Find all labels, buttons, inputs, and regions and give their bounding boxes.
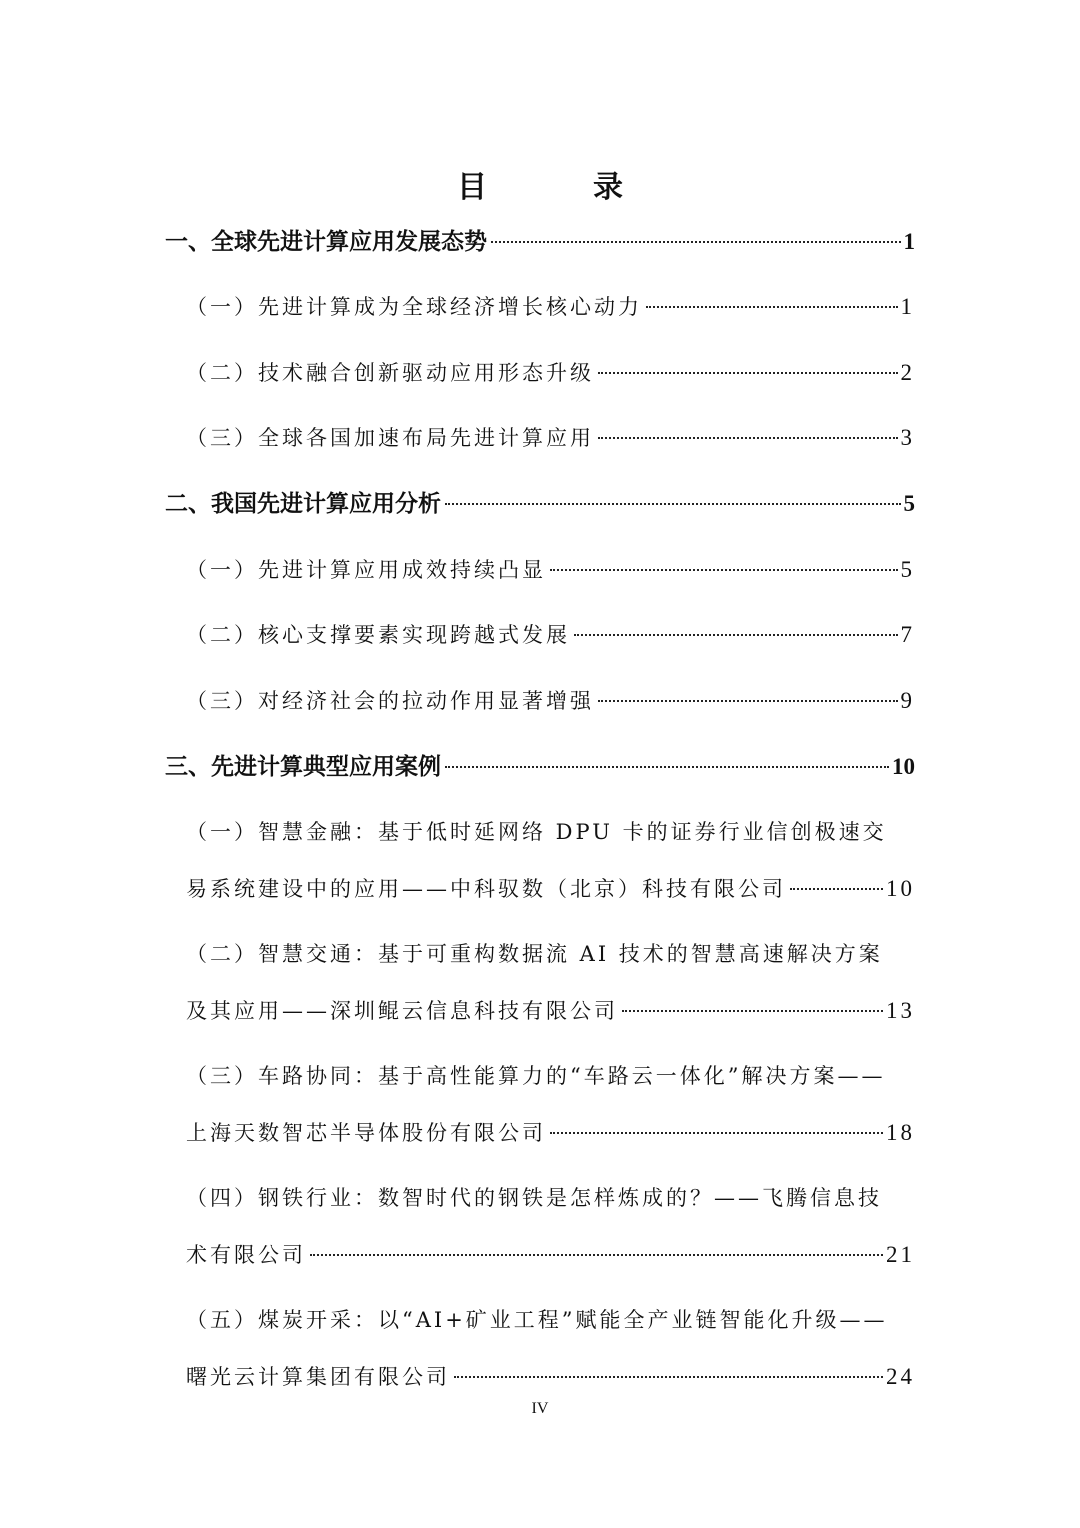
dot-leader: [598, 700, 898, 702]
dot-leader: [598, 437, 898, 439]
toc-entry-label: （一）先进计算成为全球经济增长核心动力: [186, 295, 642, 319]
dot-leader: [454, 1376, 883, 1378]
toc-entry-label: 一、全球先进计算应用发展态势: [165, 229, 487, 255]
toc-case-line1: （四）钢铁行业：数智时代的钢铁是怎样炼成的？——飞腾信息技: [186, 1186, 882, 1210]
toc-entry-label: 易系统建设中的应用——中科驭数（北京）科技有限公司: [186, 877, 786, 901]
toc-entry[interactable]: [165, 222, 915, 262]
toc-entry-label: 术有限公司: [186, 1243, 306, 1267]
toc-entry-page: 9: [900, 688, 915, 713]
dot-leader: [445, 766, 889, 768]
toc-entry-label: （二）技术融合创新驱动应用形态升级: [186, 361, 594, 385]
toc-case-line2: [186, 1235, 915, 1275]
toc-entry-label: （三）对经济社会的拉动作用显著增强: [186, 689, 594, 713]
dot-leader: [491, 241, 901, 243]
toc-entry-page: 2: [900, 360, 915, 385]
toc-case-line2: [186, 991, 915, 1031]
toc-title: 目 录: [457, 170, 661, 205]
toc-entry[interactable]: [186, 418, 915, 458]
toc-entry-label: 三、先进计算典型应用案例: [165, 754, 441, 780]
toc-entry[interactable]: [165, 484, 915, 524]
dot-leader: [550, 1132, 883, 1134]
toc-entry[interactable]: [186, 550, 915, 590]
toc-entry-label: （二）核心支撑要素实现跨越式发展: [186, 623, 570, 647]
dot-leader: [445, 503, 901, 505]
dot-leader: [622, 1010, 883, 1012]
toc-case-line2: [186, 1113, 915, 1153]
toc-case-line1: （五）煤炭开采：以“AI+矿业工程”赋能全产业链智能化升级——: [186, 1308, 888, 1332]
toc-case-line2: [186, 1357, 915, 1397]
toc-entry-label: 上海天数智芯半导体股份有限公司: [186, 1121, 546, 1145]
toc-entry-page: 18: [886, 1120, 915, 1145]
toc-case-line1: （三）车路协同：基于高性能算力的“车路云一体化”解决方案——: [186, 1064, 886, 1088]
dot-leader: [646, 306, 898, 308]
toc-entry-page: 5: [903, 491, 915, 516]
toc-entry-page: 1: [903, 229, 915, 254]
toc-entry-label: 及其应用——深圳鲲云信息科技有限公司: [186, 999, 618, 1023]
page-number: IV: [531, 1400, 549, 1417]
toc-entry-label: 二、我国先进计算应用分析: [165, 491, 441, 517]
toc-entry[interactable]: [186, 353, 915, 393]
toc-entry-page: 1: [900, 294, 915, 319]
toc-entry-page: 5: [900, 557, 915, 582]
toc-entry-label: （三）全球各国加速布局先进计算应用: [186, 426, 594, 450]
toc-entry-page: 7: [900, 622, 915, 647]
dot-leader: [574, 634, 898, 636]
dot-leader: [310, 1254, 883, 1256]
toc-entry-page: 10: [892, 754, 915, 779]
toc-entry[interactable]: [186, 681, 915, 721]
toc-entry-page: 10: [886, 876, 915, 901]
dot-leader: [550, 569, 898, 571]
toc-case-line2: [186, 869, 915, 909]
dot-leader: [598, 372, 898, 374]
toc-entry-label: （一）先进计算应用成效持续凸显: [186, 558, 546, 582]
toc-entry-page: 13: [886, 998, 915, 1023]
toc-entry[interactable]: [165, 747, 915, 787]
toc-case-line1: （二）智慧交通：基于可重构数据流 AI 技术的智慧高速解决方案: [186, 942, 883, 966]
toc-entry[interactable]: [186, 615, 915, 655]
toc-entry-page: 24: [886, 1364, 915, 1389]
toc-entry[interactable]: [186, 287, 915, 327]
toc-entry-page: 21: [886, 1242, 915, 1267]
toc-case-line1: （一）智慧金融：基于低时延网络 DPU 卡的证券行业信创极速交: [186, 820, 887, 844]
toc-entry-page: 3: [900, 425, 915, 450]
toc-entry-label: 曙光云计算集团有限公司: [186, 1365, 450, 1389]
dot-leader: [790, 888, 883, 890]
